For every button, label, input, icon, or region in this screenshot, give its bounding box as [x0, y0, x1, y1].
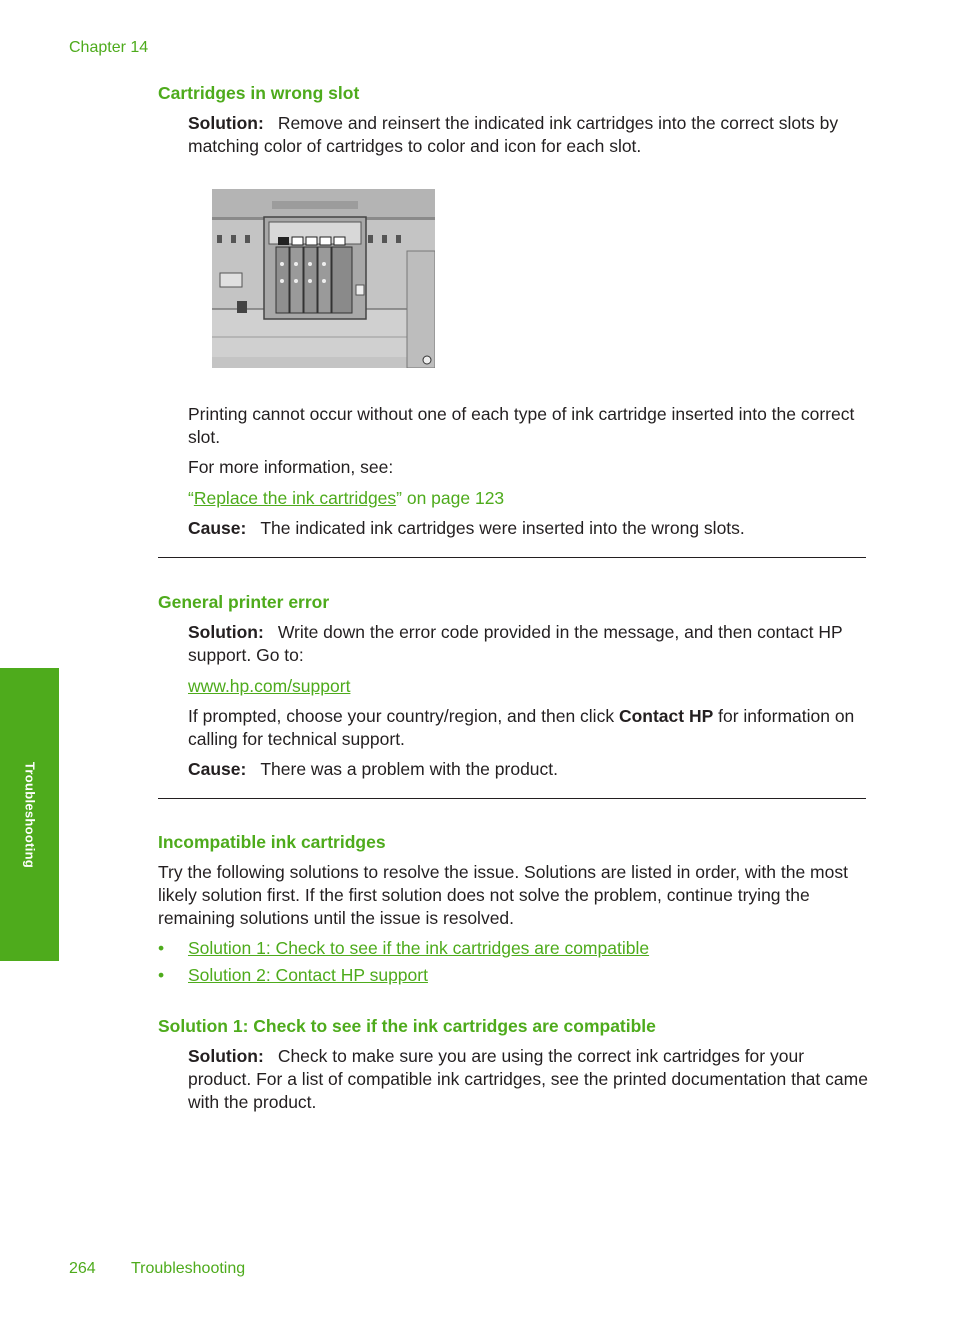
side-tab: [0, 668, 59, 961]
section-title-cartridges-wrong-slot: Cartridges in wrong slot: [158, 83, 360, 103]
link-open-quote: “: [188, 488, 194, 508]
solution-2-link[interactable]: Solution 2: Contact HP support: [188, 965, 428, 985]
solution-text: Write down the error code provided in the message, and then contact HP support. Go to:: [188, 622, 843, 665]
solution-label: Solution:: [188, 1046, 264, 1066]
replace-cartridges-link[interactable]: Replace the ink cartridges: [193, 488, 397, 508]
section-title-solution-1: Solution 1: Check to see if the ink cartridges are compatible: [158, 1016, 656, 1036]
solution-label: Solution:: [188, 622, 264, 642]
cause-text: There was a problem with the product.: [260, 759, 559, 779]
hp-support-link[interactable]: www.hp.com/support: [188, 676, 351, 696]
solution-paragraph: [188, 1045, 868, 1114]
bullet-marker: •: [158, 965, 165, 985]
contact-text-before: If prompted, choose your country/region, and then click: [188, 706, 619, 726]
list-item: [188, 937, 868, 960]
solution-1-link[interactable]: Solution 1: Check to see if the ink cartridges are compatible: [188, 938, 650, 958]
cause-paragraph: [188, 758, 868, 781]
list-item: [188, 964, 868, 987]
side-tab-label: Troubleshooting: [22, 761, 37, 868]
solution-text: Remove and reinsert the indicated ink cartridges into the correct slots by matching color of cartridges to color and icon for each slot.: [188, 113, 839, 156]
link-page-ref: ” on page 123: [396, 488, 505, 508]
section-title-incompatible-ink: Incompatible ink cartridges: [158, 832, 386, 852]
cartridge-carriage-illustration: [212, 189, 435, 368]
more-info-paragraph: For more information, see:: [188, 457, 394, 477]
cause-text: The indicated ink cartridges were inserted into the wrong slots.: [260, 518, 745, 538]
solution-paragraph: [188, 621, 868, 667]
cause-label: Cause:: [188, 518, 247, 538]
solution-paragraph: [188, 112, 868, 158]
footer-section: Troubleshooting: [131, 1260, 246, 1277]
cause-label: Cause:: [188, 759, 247, 779]
cause-paragraph: [188, 517, 868, 540]
contact-hp-paragraph: [188, 705, 868, 751]
intro-paragraph: Try the following solutions to resolve the issue. Solutions are listed in order, with the most likely solution first. If the first solution does not solve the problem, continue trying the remaining solutions until the issue is resolved.: [158, 862, 848, 928]
replace-cartridges-reference: [188, 487, 868, 510]
solution-label: Solution:: [188, 113, 264, 133]
solution-text: Check to make sure you are using the correct ink cartridges for your product. For a list of compatible ink cartridges, see the printed documentation that came with the product.: [188, 1046, 868, 1112]
support-url-paragraph: [188, 675, 868, 698]
section-title-general-printer-error: General printer error: [158, 592, 330, 612]
chapter-label: Chapter 14: [69, 39, 149, 56]
section-divider: [158, 557, 866, 558]
printing-requirement-paragraph: Printing cannot occur without one of each type of ink cartridge inserted into the correct slot.: [188, 404, 855, 447]
page-number: 264: [69, 1260, 96, 1277]
contact-text-after: for information on calling for technical support.: [188, 706, 855, 749]
contact-hp-bold: Contact HP: [618, 706, 714, 726]
section-divider: [158, 798, 866, 799]
bullet-marker: •: [158, 938, 165, 958]
